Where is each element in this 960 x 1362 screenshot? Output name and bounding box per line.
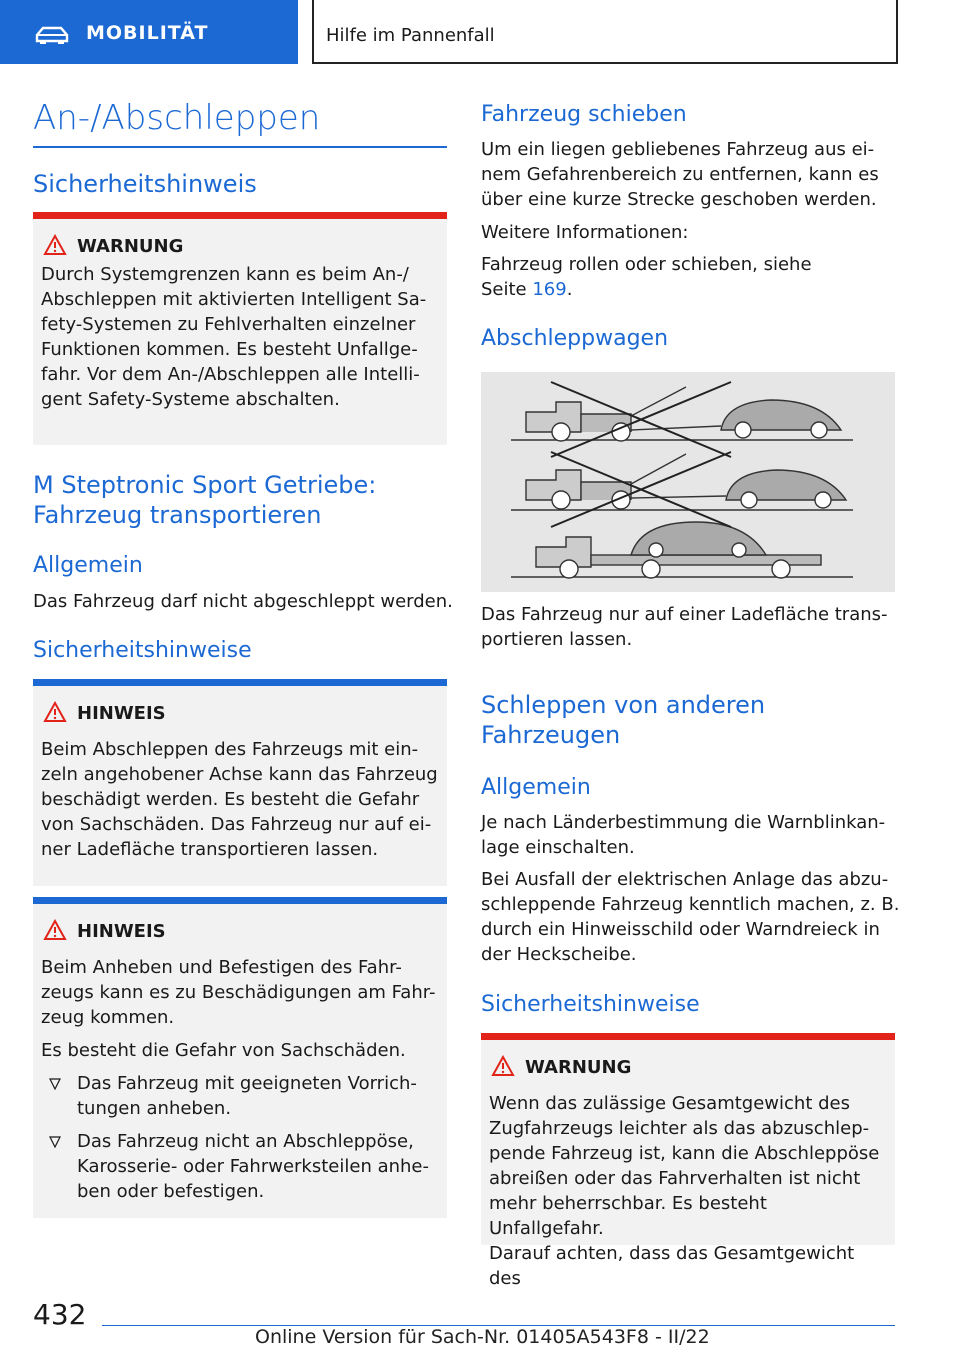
text-allgemein-left: Das Fahrzeug darf nicht abgeschleppt werden.	[33, 591, 453, 612]
heading-safety: Sicherheitshinweis	[33, 170, 257, 198]
bullet-triangle-icon	[49, 1078, 61, 1090]
chapter-label: Hilfe im Pannenfall	[326, 25, 495, 46]
section-label: MOBILITÄT	[86, 22, 209, 44]
warning-text: Wenn das zulässige Gesamtgewicht des Zugfahrzeugs leichter als das abzuschlep- pende Fahrzeug ist, kann die Abschleppöse abreißen oder das Fahrverhalten ist nicht mehr beherrschbar. Es besteht Unfallgefahr. Darauf achten, dass das Gesamtgewicht des	[489, 1093, 880, 1289]
text-more-info: Weitere Informationen:	[481, 222, 689, 243]
text-electrical-failure: Bei Ausfall der elektrischen Anlage das abzu- schleppende Fahrzeug kenntlich machen, z. B. durch ein Hinweisschild oder Warndreieck in der Heckscheibe.	[481, 869, 900, 965]
list-item: Das Fahrzeug mit geeigneten Vorrich- tungen anheben.	[41, 1071, 439, 1121]
heading-safety-left-2: Sicherheitshinweise	[33, 638, 252, 663]
heading-allgemein-left: Allgemein	[33, 553, 143, 578]
car-icon	[34, 26, 70, 44]
tow-truck-illustration	[481, 372, 895, 592]
note-bar	[33, 897, 447, 904]
text-hazard-lights: Je nach Länderbestimmung die Warnblinkan- lage einschalten.	[481, 812, 886, 858]
warning-bar	[481, 1033, 895, 1040]
section-tab	[0, 0, 298, 64]
heading-msteptronic: M Steptronic Sport Getriebe: Fahrzeug transportieren	[33, 471, 377, 529]
note-box-1	[33, 679, 447, 886]
chapter-header	[312, 0, 898, 64]
note-box-2	[33, 897, 447, 1218]
heading-safety-right: Sicherheitshinweise	[481, 992, 700, 1017]
tow-truck-drawing	[481, 372, 895, 592]
list-item: Das Fahrzeug nicht an Abschleppöse, Karosserie- oder Fahrwerksteilen anhe- ben oder befestigen.	[41, 1129, 439, 1204]
warning-title: WARNUNG	[77, 236, 184, 257]
note-text: Beim Anheben und Befestigen des Fahr- zeugs kann es zu Beschädigungen am Fahr- zeug kommen. Es besteht die Gefahr von Sachschäden. Das Fahrzeug mit geeigneten Vorrich- tungen anheben. Das Fahrzeug nicht an Abschleppöse, Karosserie- oder Fahrwerksteilen anhe- ben oder befestigen.	[41, 955, 439, 1204]
heading-allgemein-right: Allgemein	[481, 775, 591, 800]
warning-icon	[43, 919, 67, 941]
text-reference: Fahrzeug rollen oder schieben, siehe Seite 169.	[481, 254, 812, 300]
title-rule	[33, 146, 447, 148]
warning-box-1	[33, 212, 447, 445]
warning-title: WARNUNG	[525, 1057, 632, 1078]
note-text: Beim Abschleppen des Fahrzeugs mit ein- zeln angehobener Achse kann das Fahrzeug beschädigt werden. Es besteht die Gefahr von Sachschäden. Das Fahrzeug nur auf ei- ner Ladefläche transportieren lassen.	[41, 739, 438, 860]
footer-text: Online Version für Sach-Nr. 01405A543F8 - II/22	[255, 1326, 710, 1348]
text-push: Um ein liegen gebliebenes Fahrzeug aus ei- nem Gefahrenbereich zu entfernen, kann es über eine kurze Strecke geschoben werden.	[481, 139, 879, 210]
warning-icon	[491, 1055, 515, 1077]
page-number: 432	[33, 1298, 87, 1331]
text-tow-truck: Das Fahrzeug nur auf einer Ladefläche trans- portieren lassen.	[481, 604, 888, 650]
note-title: HINWEIS	[77, 703, 166, 724]
warning-icon	[43, 701, 67, 723]
note-title: HINWEIS	[77, 921, 166, 942]
heading-push: Fahrzeug schieben	[481, 102, 687, 127]
warning-text: Durch Systemgrenzen kann es beim An-/ Abschleppen mit aktivierten Intelligent Sa- fety-Systemen zu Fehlverhalten einzelner Funktionen kommen. Es besteht Unfallge- fahr. Vor dem An-/Abschleppen alle Intelli- gent Safety-Systeme abschalten.	[41, 264, 427, 410]
page-reference-link[interactable]: 169	[532, 279, 567, 300]
heading-other-vehicles: Schleppen von anderen Fahrzeugen	[481, 691, 766, 749]
page-title: An-/Abschleppen	[33, 98, 321, 138]
warning-icon	[43, 234, 67, 256]
warning-bar	[33, 212, 447, 219]
heading-tow-truck: Abschleppwagen	[481, 326, 669, 351]
note-bar	[33, 679, 447, 686]
bullet-triangle-icon	[49, 1136, 61, 1148]
warning-box-2	[481, 1033, 895, 1289]
